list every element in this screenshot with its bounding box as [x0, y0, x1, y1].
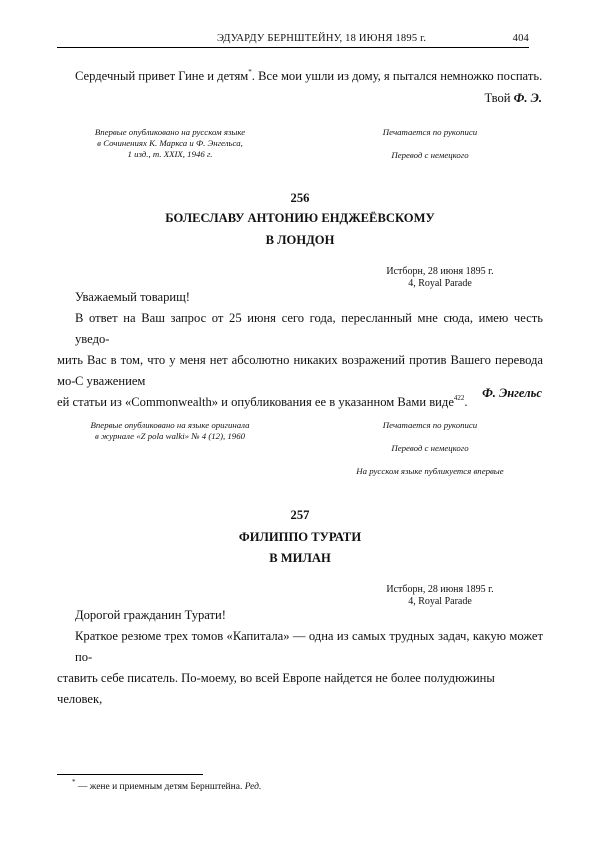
page-number: 404 [512, 33, 529, 44]
letter-257-destination: В МИЛАН [269, 551, 331, 565]
letter-256-print-note: Печатается по рукописи Перевод с немецкого На русском языке публикуется впервые [356, 420, 504, 476]
letter-257-paragraph: Краткое резюме трех томов «Капитала» — одна из самых трудных задач, какую может по- ставить себе писатель. По-моему, во всей Европе найдется не более полудюжины человек, [57, 629, 543, 706]
editorial-note-reference[interactable]: 422 [453, 393, 465, 402]
prev-letter-signature: Ф. Э. [513, 91, 542, 105]
letter-256-place-date: Истборн, 28 июня 1895 г. 4, Royal Parade [386, 266, 494, 289]
prev-letter-final-line: Сердечный привет Гине и детям*. Все мои ушли из дому, я пытался немножко поспать. [75, 67, 543, 83]
letter-256-paragraph: В ответ на Ваш запрос от 25 июня сего года, пересланный мне сюда, имею честь уведо- мить Вас в том, что у меня нет абсолютно никаких возражений против Вашего перевода мо- ей статьи из «Commonwealth» и опубликования ее в указанном Вами виде$^{422}$. [57, 311, 543, 409]
prev-letter-publication-note: Впервые опубликовано на русском языке в Сочинениях К. Маркса и Ф. Энгельса, 1 изд., т. XXIX, 1946 г. [94, 127, 246, 159]
footnote: * — жене и приемным детям Бернштейна. Ред. [72, 777, 262, 792]
letter-257-salutation: Дорогой гражданин Турати! [75, 608, 226, 622]
letter-256-number: 256 [290, 191, 310, 205]
footnote-mark: * [72, 777, 76, 786]
letter-257-addressee: ФИЛИППО ТУРАТИ [238, 530, 362, 544]
footnote-separator [57, 774, 203, 775]
letter-256-signature: Ф. Энгельс [482, 386, 542, 400]
footnote-reference[interactable]: * [248, 67, 252, 76]
prev-letter-closing: Твой Ф. Э. [484, 91, 542, 105]
letter-257-number: 257 [290, 508, 310, 522]
letter-256-salutation: Уважаемый товарищ! [75, 290, 190, 304]
prev-letter-print-note: Печатается по рукописи Перевод с немецкого [382, 127, 478, 160]
letter-256-closing: С уважением [75, 374, 146, 388]
letter-257-place-date: Истборн, 28 июня 1895 г. 4, Royal Parade [386, 584, 494, 607]
letter-256-publication-note: Впервые опубликовано на языке оригинала в журнале «Z pola walki» № 4 (12), 1960 [90, 420, 250, 441]
running-header [57, 33, 529, 48]
running-header-title: ЭДУАРДУ БЕРНШТЕЙНУ, 18 ИЮНЯ 1895 г. [217, 33, 427, 44]
letter-256-destination: В ЛОНДОН [265, 233, 335, 247]
letter-256-addressee: БОЛЕСЛАВУ АНТОНИЮ ЕНДЖЕЁВСКОМУ [165, 211, 435, 225]
